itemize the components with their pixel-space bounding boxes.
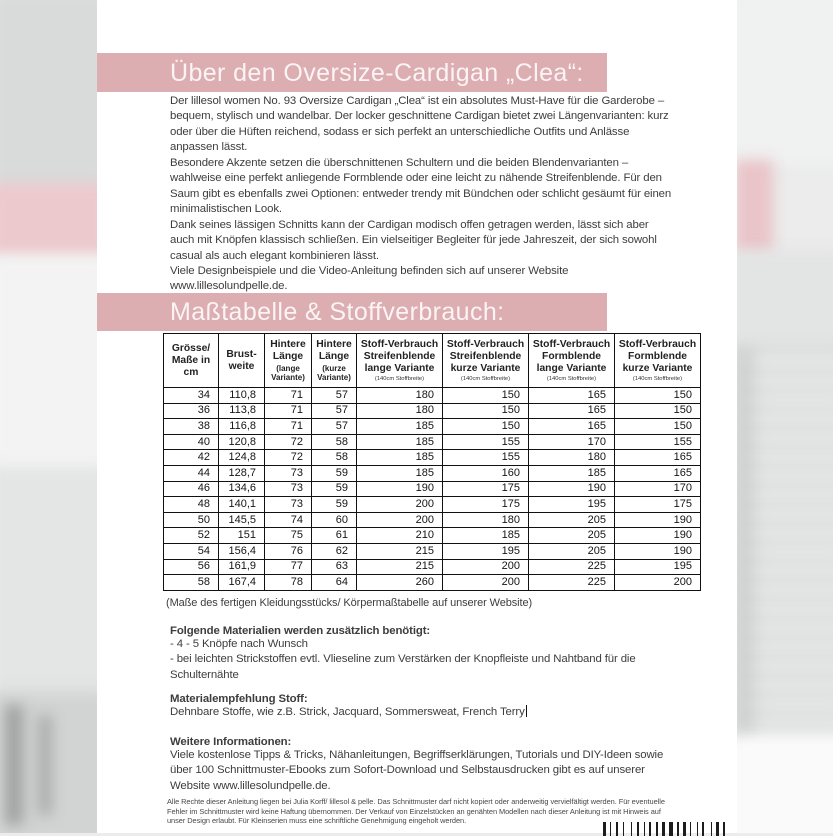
fabric-recommendation-section — [170, 693, 672, 720]
background-blob — [5, 705, 23, 825]
background-photo-right — [737, 0, 833, 833]
table-cell: 77 — [265, 559, 312, 575]
table-row — [164, 497, 701, 513]
table-cell: 175 — [443, 481, 529, 497]
table-cell: 190 — [357, 481, 443, 497]
table-row — [164, 434, 701, 450]
background-photo-left — [0, 0, 97, 833]
table-cell: 150 — [443, 419, 529, 435]
table-cell: 50 — [164, 512, 219, 528]
table-row — [164, 512, 701, 528]
intro-paragraphs — [170, 94, 672, 295]
table-cell: 165 — [615, 450, 701, 466]
intro-paragraph: Der lillesol women No. 93 Oversize Cardigan „Clea“ ist ein absolutes Must-Have für die Garderobe – bequem, stylisch und wandelbar. Der locker geschnittene Cardigan bietet zwei Längenvarianten: kurz oder über die Hüften reichend, sodass er sich perfekt an unterschiedliche Outfits und Anlässe anpassen lässt. — [170, 95, 669, 154]
size-table-header — [164, 334, 701, 388]
table-row — [164, 543, 701, 559]
table-cell: 175 — [615, 497, 701, 513]
table-cell: 190 — [529, 481, 615, 497]
table-cell: 34 — [164, 388, 219, 404]
table-cell: 58 — [312, 434, 357, 450]
table-cell: 72 — [265, 450, 312, 466]
table-cell: 72 — [265, 434, 312, 450]
table-header-cell: Hintere Länge (kurze Variante) — [312, 334, 357, 388]
table-cell: 150 — [615, 388, 701, 404]
section-title-intro: Über den Oversize-Cardigan „Clea“: — [170, 59, 584, 87]
background-pink-blob — [0, 183, 97, 258]
table-cell: 167,4 — [219, 575, 265, 591]
table-cell: 78 — [265, 575, 312, 591]
background-blob — [0, 255, 97, 470]
table-cell: 161,9 — [219, 559, 265, 575]
background-blob — [0, 0, 97, 195]
table-footnote: (Maße des fertigen Kleidungsstücks/ Körpermaßtabelle auf unserer Website) — [166, 597, 533, 609]
intro-paragraph: Dank seines lässigen Schnitts kann der Cardigan modisch offen getragen werden, lässt sich aber auch mit Knöpfen klassisch schließen. Ein vielseitiger Begleiter für jede Jahreszeit, der sich sowohl casual als auch elegant kombinieren lässt. — [170, 218, 657, 262]
table-cell: 36 — [164, 403, 219, 419]
table-cell: 155 — [443, 434, 529, 450]
table-cell: 57 — [312, 403, 357, 419]
size-table — [163, 333, 701, 591]
table-cell: 150 — [443, 388, 529, 404]
materials-heading: Folgende Materialien werden zusätzlich benötigt: — [170, 625, 431, 637]
background-blob — [737, 735, 833, 833]
table-cell: 57 — [312, 419, 357, 435]
table-cell: 150 — [615, 403, 701, 419]
table-cell: 44 — [164, 465, 219, 481]
table-cell: 165 — [529, 419, 615, 435]
background-blob — [737, 250, 833, 360]
table-cell: 200 — [615, 575, 701, 591]
materials-list — [170, 637, 672, 683]
table-row — [164, 465, 701, 481]
table-cell: 260 — [357, 575, 443, 591]
table-cell: 155 — [443, 450, 529, 466]
table-cell: 180 — [529, 450, 615, 466]
table-cell: 40 — [164, 434, 219, 450]
table-cell: 71 — [265, 419, 312, 435]
table-cell: 150 — [443, 403, 529, 419]
table-cell: 60 — [312, 512, 357, 528]
table-cell: 151 — [219, 528, 265, 544]
table-cell: 71 — [265, 403, 312, 419]
table-cell: 116,8 — [219, 419, 265, 435]
size-table-body — [164, 388, 701, 591]
table-cell: 185 — [357, 434, 443, 450]
table-cell: 205 — [529, 512, 615, 528]
fabric-text-value: Dehnbare Stoffe, wie z.B. Strick, Jacquard, Sommersweat, French Terry — [170, 706, 525, 718]
table-cell: 195 — [443, 543, 529, 559]
more-information-section — [170, 736, 672, 794]
table-cell: 195 — [615, 559, 701, 575]
table-cell: 170 — [529, 434, 615, 450]
more-information-heading: Weitere Informationen: — [170, 736, 292, 748]
table-cell: 185 — [357, 450, 443, 466]
table-header-cell: Brust-weite — [219, 334, 265, 388]
table-header-cell: Stoff-Verbrauch Streifenblende lange Variante (140cm Stoffbreite) — [357, 334, 443, 388]
table-cell: 185 — [357, 419, 443, 435]
section-title-bar-intro — [97, 53, 607, 92]
fabric-text — [170, 705, 672, 720]
table-cell: 124,8 — [219, 450, 265, 466]
table-cell: 59 — [312, 465, 357, 481]
table-cell: 225 — [529, 559, 615, 575]
table-cell: 59 — [312, 497, 357, 513]
table-cell: 200 — [443, 575, 529, 591]
text-cursor — [526, 705, 527, 717]
intro-paragraph: Viele Designbeispiele und die Video-Anleitung befinden sich auf unserer Website www.lillesolundpelle.de. — [170, 264, 569, 293]
table-row — [164, 419, 701, 435]
table-cell: 200 — [357, 512, 443, 528]
table-cell: 205 — [529, 543, 615, 559]
table-row — [164, 528, 701, 544]
table-cell: 165 — [615, 465, 701, 481]
table-cell: 156,4 — [219, 543, 265, 559]
table-cell: 180 — [357, 403, 443, 419]
table-cell: 150 — [615, 419, 701, 435]
table-cell: 54 — [164, 543, 219, 559]
background-blob — [737, 348, 755, 748]
table-cell: 74 — [265, 512, 312, 528]
table-cell: 225 — [529, 575, 615, 591]
table-cell: 58 — [312, 450, 357, 466]
background-blob — [737, 0, 833, 165]
table-cell: 140,1 — [219, 497, 265, 513]
table-cell: 200 — [357, 497, 443, 513]
table-row — [164, 575, 701, 591]
table-cell: 205 — [529, 528, 615, 544]
table-cell: 185 — [357, 465, 443, 481]
table-cell: 190 — [615, 543, 701, 559]
table-cell: 175 — [443, 497, 529, 513]
table-cell: 128,7 — [219, 465, 265, 481]
materials-section — [170, 625, 672, 683]
table-cell: 195 — [529, 497, 615, 513]
legal-notice: Alle Rechte dieser Anleitung liegen bei Julia Korff/ lillesol & pelle. Das Schnittmuster darf nicht kopiert oder anderweitig vervielfältigt werden. Für eventuelle Fehler im Schnittmuster wird keine Haftung übernommen. Der Verkauf von Einzelstücken an genähten Modellen nach dieser Anleitung ist mit Hinweis auf unser Design erlaubt. Für Kleinserien muss eine schriftliche Genehmigung eingeholt werden. — [167, 797, 665, 826]
table-cell: 185 — [443, 528, 529, 544]
table-cell: 185 — [529, 465, 615, 481]
table-cell: 155 — [615, 434, 701, 450]
table-cell: 64 — [312, 575, 357, 591]
table-cell: 38 — [164, 419, 219, 435]
table-cell: 190 — [615, 512, 701, 528]
background-pink-blob — [737, 160, 773, 255]
table-header-cell: Stoff-Verbrauch Formblende lange Variante (140cm Stoffbreite) — [529, 334, 615, 388]
table-cell: 63 — [312, 559, 357, 575]
table-cell: 56 — [164, 559, 219, 575]
table-cell: 76 — [265, 543, 312, 559]
table-cell: 110,8 — [219, 388, 265, 404]
table-cell: 170 — [615, 481, 701, 497]
table-row — [164, 403, 701, 419]
table-cell: 46 — [164, 481, 219, 497]
table-row — [164, 388, 701, 404]
table-cell: 160 — [443, 465, 529, 481]
table-cell: 73 — [265, 465, 312, 481]
table-cell: 180 — [443, 512, 529, 528]
document-page[interactable] — [97, 0, 737, 833]
table-cell: 52 — [164, 528, 219, 544]
table-cell: 215 — [357, 543, 443, 559]
table-cell: 73 — [265, 497, 312, 513]
intro-paragraph: Besondere Akzente setzen die überschnittenen Schultern und die beiden Blendenvarianten – wahlweise eine perfekt anliegende Formblende oder eine leicht zu nähende Streifenblende. Für den Saum gibt es ebenfalls zwei Optionen: entweder trendy mit Bündchen oder schlicht gesäumt für einen minimalistischen Look. — [170, 156, 672, 216]
section-title-measurements: Maßtabelle & Stoffverbrauch: — [170, 298, 505, 326]
section-title-bar-measurements — [97, 293, 607, 331]
table-cell: 145,5 — [219, 512, 265, 528]
background-blob — [38, 715, 52, 815]
table-cell: 134,6 — [219, 481, 265, 497]
table-header-cell: Hintere Länge (lange Variante) — [265, 334, 312, 388]
table-cell: 165 — [529, 403, 615, 419]
table-cell: 180 — [357, 388, 443, 404]
table-header-cell: Stoff-Verbrauch Streifenblende kurze Variante (140cm Stoffbreite) — [443, 334, 529, 388]
table-cell: 62 — [312, 543, 357, 559]
table-cell: 210 — [357, 528, 443, 544]
table-cell: 75 — [265, 528, 312, 544]
table-header-cell: Grösse/ Maße in cm — [164, 334, 219, 388]
materials-item: - 4 - 5 Knöpfe nach Wunsch — [170, 638, 308, 650]
fabric-heading: Materialempfehlung Stoff: — [170, 693, 308, 705]
materials-item: - bei leichten Strickstoffen evtl. Vlieseline zum Verstärken der Knopfleiste und Nahtband für die Schulternähte — [170, 653, 636, 681]
table-cell: 190 — [615, 528, 701, 544]
table-row — [164, 481, 701, 497]
table-cell: 215 — [357, 559, 443, 575]
barcode — [603, 822, 711, 836]
table-cell: 57 — [312, 388, 357, 404]
table-row — [164, 559, 701, 575]
table-cell: 165 — [529, 388, 615, 404]
table-cell: 200 — [443, 559, 529, 575]
more-information-text: Viele kostenlose Tipps & Tricks, Nähanleitungen, Begriffserklärungen, Tutorials und DIY-Ideen sowie über 100 Schnittmuster-Ebooks zum Sofort-Download und Selbstausdrucken gibt es auf unserer Website www.lillesolundpelle.de. — [170, 749, 664, 792]
background-blob — [0, 468, 97, 693]
table-cell: 73 — [265, 481, 312, 497]
table-cell: 48 — [164, 497, 219, 513]
table-header-row — [164, 334, 701, 388]
table-header-cell: Stoff-Verbrauch Formblende kurze Variante (140cm Stoffbreite) — [615, 334, 701, 388]
table-cell: 61 — [312, 528, 357, 544]
table-cell: 113,8 — [219, 403, 265, 419]
table-cell: 42 — [164, 450, 219, 466]
table-cell: 58 — [164, 575, 219, 591]
table-cell: 120,8 — [219, 434, 265, 450]
table-row — [164, 450, 701, 466]
table-cell: 59 — [312, 481, 357, 497]
table-cell: 71 — [265, 388, 312, 404]
